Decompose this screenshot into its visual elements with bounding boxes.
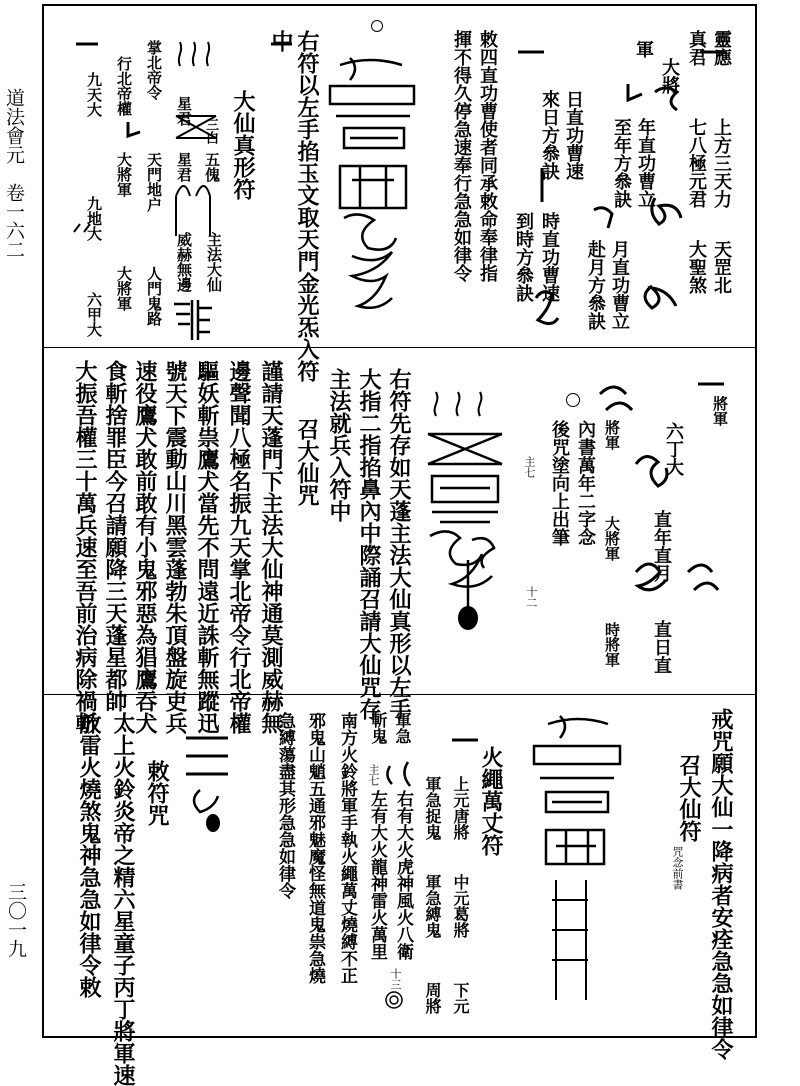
text-col: 軍急縛鬼	[423, 874, 442, 938]
text-col: 揮不得久停急速奉行急急如律令	[451, 30, 472, 282]
text-col: 軍急捉鬼	[423, 776, 442, 840]
text-col: 戒咒願大仙一降病者安痊急急如律令	[708, 708, 734, 1060]
text-col: 周將	[423, 982, 442, 1014]
book-title: 道法會元 卷一六二	[3, 88, 25, 259]
annotation: 主七	[367, 764, 380, 786]
text-col: 大指二指掐鼻內中際誦召請大仙咒存	[356, 368, 382, 720]
text-col: 南方火鈴將軍手執火繩萬丈燒縛不正	[337, 712, 357, 984]
text-col: 邪鬼山魈五通邪魅魔怪無道鬼祟急燒	[305, 712, 325, 984]
text-col: 天罡北	[711, 240, 732, 294]
text-col: 太上火鈴炎帝之精六星童子丙丁將軍速	[110, 712, 136, 1086]
text-col: 右符先存如天蓬主法大仙真形以左手	[386, 368, 412, 720]
text-col: 左有大火龍神雷火萬里	[367, 790, 387, 960]
text-col: 邊聲聞八極名振九天掌北帝令行北帝權	[226, 360, 252, 734]
text-col: 主法就兵入符中	[326, 368, 352, 522]
text-col: 敕符咒	[144, 760, 170, 826]
text-col: 直年直月	[651, 510, 672, 582]
text-col: 將軍	[603, 420, 621, 450]
text-col: 大將軍	[603, 516, 621, 561]
text-col: 召大仙咒	[294, 418, 320, 506]
text-col: 主法大仙	[205, 232, 223, 292]
text-col: 星君	[175, 96, 193, 126]
text-col: 大將	[659, 58, 680, 94]
text-col: 斬鬼	[369, 712, 388, 744]
text-col: 上方三天力	[711, 118, 732, 208]
text-col: 急縛蕩盡其形急急如律令	[275, 712, 295, 899]
text-col: 五傀	[203, 152, 221, 182]
text-col: 來日方叅訣	[539, 90, 560, 180]
text-col: 大仙真形符	[230, 90, 256, 200]
text-col: 威赫無邊	[175, 232, 193, 292]
text-col: 將軍	[711, 396, 729, 426]
text-col: 月直功曹立	[609, 240, 630, 330]
text-col: 內書萬年二字念	[575, 420, 596, 546]
text-col: 真君	[686, 30, 707, 66]
talisman-glyph	[546, 830, 604, 864]
text-col: 號天下震動山川黑雲蓬勃朱頂盤旋吏兵	[162, 360, 188, 734]
text-col: 放雷火燒煞鬼神急急如律令敕	[76, 712, 102, 998]
text-col: 大振吾權三十萬兵速至吾前治病除禍斬	[72, 360, 98, 734]
text-col: 時直功曹速	[539, 212, 560, 302]
text-col: 直日直	[651, 620, 672, 674]
annotation: 咒念前書	[671, 846, 684, 890]
text-col: 食斬捨罪臣今召請願降三天蓬星都帥	[102, 360, 128, 712]
text-col: 大將軍	[115, 266, 133, 311]
text-col: 中元葛將	[451, 874, 470, 938]
annotation: 主七	[523, 456, 536, 478]
text-col: 軍急	[393, 712, 412, 744]
text-col: 三白	[203, 118, 218, 144]
text-col: 行北帝權	[115, 56, 133, 116]
text-col: 九天大	[85, 72, 103, 117]
text-col: 敕四直功曹使者同承敕命奉律指	[477, 30, 498, 282]
talisman-glyph	[387, 762, 410, 786]
text-col: 大將軍	[115, 152, 133, 197]
text-col: 時將軍	[603, 622, 621, 667]
text-col: 到時方叅訣	[513, 212, 534, 302]
text-col: 中	[268, 30, 294, 52]
talisman-glyph	[552, 880, 588, 1000]
text-col: 星君	[175, 152, 193, 182]
text-col: 速役鷹犬敢前敢有小鬼邪惡為猖鷹吞犬	[132, 360, 158, 734]
text-col: 大聖煞	[686, 240, 707, 294]
talisman-glyph	[186, 738, 228, 774]
text-col: 六甲大	[85, 292, 103, 337]
page-number: 三〇一九	[5, 882, 27, 958]
annotation: 十三	[389, 968, 402, 990]
text-col: 人門鬼路	[145, 266, 163, 326]
talisman-glyph	[534, 716, 620, 764]
text-col: 下元	[451, 982, 470, 1014]
ink-drop	[206, 814, 220, 832]
text-col: 七八極元君	[686, 118, 707, 208]
annotation: 十二	[525, 586, 538, 608]
talisman-glyph	[194, 790, 218, 812]
text-col: 右有大火虎神風火八衛	[393, 790, 413, 960]
text-col: 火繩萬丈符	[478, 746, 504, 856]
text-col: 軍	[633, 40, 654, 58]
text-col: 靈應	[711, 30, 732, 66]
talisman-glyph	[540, 778, 614, 812]
text-col: 赴月方叅訣	[585, 240, 606, 330]
text-col: 召大仙符	[676, 754, 702, 842]
text-col: 上元唐將	[451, 776, 470, 840]
text-col: 掌北帝令	[145, 40, 163, 100]
text-col: 九地大	[85, 196, 103, 241]
text-col: 年直功曹立	[635, 118, 656, 208]
text-col: 至年方叅訣	[611, 118, 632, 208]
text-col: 謹請天蓬門下主法大仙神通莫測威赫無	[258, 360, 284, 734]
text-col: 後咒塗向上出筆	[549, 420, 570, 546]
text-col: 驅妖斬祟鷹犬當先不問遠近誅斬無蹤迅	[194, 360, 220, 734]
text-col: 日直功曹速	[563, 90, 584, 180]
talisman-glyph	[386, 992, 402, 1008]
text-col: 右符以左手掐玉文取天門金光炁入符	[294, 30, 320, 382]
text-col: 六丁大	[663, 422, 684, 476]
text-col: 天門地户	[145, 152, 163, 212]
